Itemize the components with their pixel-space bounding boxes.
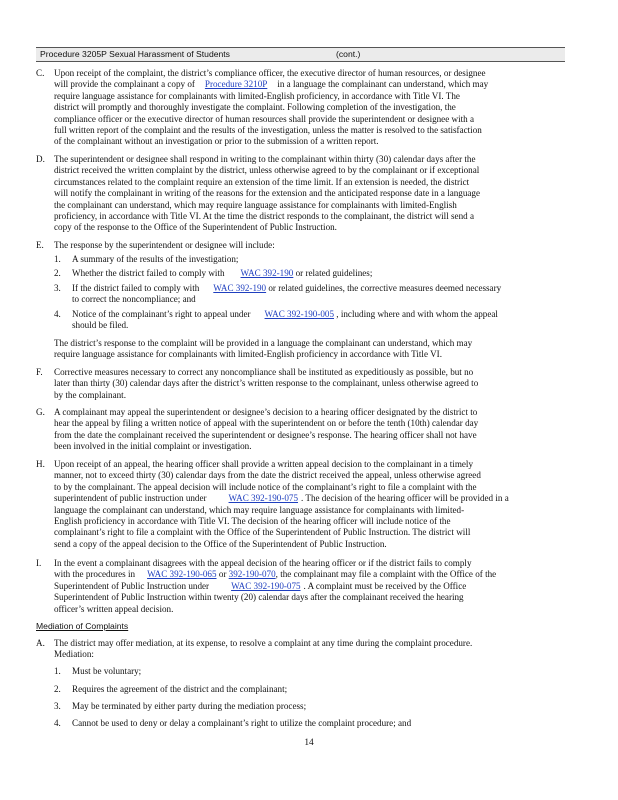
wac-392-190-065-link[interactable]: WAC 392-190-065 [147,569,217,580]
mediation-heading: Mediation of Complaints [36,621,129,631]
wac-392-190-005-link[interactable]: WAC 392-190-005 [264,309,335,319]
section-label: G. [36,407,45,417]
text-line: district will promptly and thoroughly investigate the complaint. Following completion of the investigation, the [54,102,456,113]
section-label: A. [36,638,45,648]
wac-392-190-075-link[interactable]: WAC 392-190-075 [228,493,299,504]
page-number: 14 [304,738,314,748]
text-line: full written report of the complaint and the results of the investigation, unless the matter is resolved to the satisfaction [54,125,482,136]
wac-392-190-link[interactable]: WAC 392-190 [213,283,267,293]
wac-392-190-link[interactable]: WAC 392-190 [240,268,294,278]
text-line: will provide the complainant a copy of Procedure 3210P in a language the complainant can understand, which may [54,79,489,90]
text-line: compliance officer or the executive director of human resources shall provide the superintendent or designee with a [54,113,475,124]
text-line: Upon receipt of the complaint, the district’s compliance officer, the executive director of human resources, or designee [54,68,486,78]
text-line: of the complainant without an investigation or prior to the submission of a written report. [54,136,379,147]
text-line: district received the written complaint by the district, unless otherwise agreed to by the complainant or if exceptional [54,165,480,176]
section-label: E. [36,240,44,250]
section-label: I. [36,558,42,568]
section-label: D. [36,154,45,164]
wac-392-190-070-link[interactable]: 392-190-070 [228,569,276,580]
text-line: circumstances related to the complaint require an extension of the time limit. If an extension is needed, the district [54,176,470,187]
text-line: copy of the response to the Office of the Superintendent of Public Instruction. [54,222,337,233]
section-label: C. [36,68,45,78]
text-line: The response by the superintendent or designee will include: [54,240,275,250]
continued-label: (cont.) [336,49,361,59]
section-label: H. [36,459,45,469]
document-page: Procedure 3205P Sexual Harassment of Students (cont.) C. Upon receipt of the complaint, the district’s compliance officer, the executive director of human resources, or designee will provide the complainant a copy of Procedure 3210P in a language the complainant can understand, which may require language assistance for complainants with limited-English proficiency, in accordance with Title VI. The district will promptly and thoroughly investigate the complaint. Following completion of the investigation, the compliance officer or the executive director of human resources shall provide the superintendent or designee with a full written report of the complaint and the results of the investigation, unless the matter is resolved to the satisfaction of the complainant without an investigation or prior to the submission of a written report. D. The superintendent or designee shall respond in writing to the complainant within thirty (30) calendar days after the district received the written complaint by the district, unless otherwise agreed to by the complainant or if exceptional circumstances related to the complaint require an extension of the time limit. If an extension is needed, the district will notify the complainant in writing of the reasons for the extension and the anticipated response date in a language the complainant can understand, which may require language assistance for complainants with limited-English proficiency, in accordance with Title VI. At the time the district responds to the complainant, the district will send a copy of the response to the Office of the Superintendent of Public Instruction. E. The response by the superintendent or designee will include: 1. A summary of the results of the investigation; 2. Whether the district failed to comply with WAC 392-190 or related guidelines; 3. If the district failed to comply with WAC 392-190 or related guidelines, the corrective measures deemed necessary to correct the noncompliance; and 4. Notice of the complainant’s right to appeal under WAC 392-190-005 , including where and with whom the appeal should be filed. The district’s response to the complaint will be provided in a language the complainant can understand, which may require language assistance for complainants with limited-English proficiency in accordance with Title VI. F. Corrective measures necessary to correct any noncompliance shall be instituted as expeditiously as possible, but no later than thirty (30) calendar days after the district’s written response to the complainant, unless otherwise agreed to by the complainant. G. A complainant may appeal the superintendent or designee’s decision to a hearing officer designated by the district to hear the appeal by filing a written notice of appeal with the superintendent on or before the tenth (10th) calendar day from the date the complainant received the superintendent or designee’s response. The hearing officer shall not have been involved in the initial complaint or investigation. H. Upon receipt of an appeal, the hearing officer shall provide a written appeal decision to the complainant in a timely manner, not to exceed thirty (30) calendar days from the date the district received the appeal, unless otherwise agreed to by the complainant. The appeal decision will include notice of the complainant’s right to file a complaint with the superintendent of public instruction under WAC 392-190-075 . The decision of the hearing officer will be provided in a language the complainant can understand, which may require language assistance for complainants with limited- English proficiency in accordance with Title VI. The decision of the hearing officer will include notice of the complainant’s right to file a complaint with the Office of the Superintendent of Public Instruction. The district will send a copy of the appeal decision to the Office of the Superintendent of Public Instruction. I. In the event a complainant disagrees with the appeal decision of the hearing officer or if the district fails to comply with the procedures in WAC 392-190-065 or 392-190-070, the complainant may file a complaint with the Office of the Superintendent of Public Instruction under WAC 392-190-075 . A complaint must be received by the Office Superintendent of Public Instruction within twenty (20) calendar days after the complainant received the hearing officer’s written appeal decision. Mediation of Complaints A. The district may offer mediation, at its expense, to resolve a complaint at any time during the complaint procedure. Mediation: 1. Must be voluntary; 2. Requires the agreement of the district and the complainant; 3. May be terminated by either party during the mediation process; 4. Cannot be used to deny or delay a complainant’s right to utilize the complaint procedure; and 14 [0,0,618,800]
text-line: The superintendent or designee shall respond in writing to the complainant within thirty (30) calendar days after the [54,154,476,164]
wac-392-190-075-link[interactable]: WAC 392-190-075 [231,580,301,591]
text-line: proficiency, in accordance with Title VI. At the time the district responds to the complainant, the district will send a [54,211,474,222]
response-paragraph: The district’s response to the complaint will be provided in a language the complainant can understand, which may require language assistance for complainants with limited-English proficiency in accordance with Title VI. [54,338,473,360]
text-line: require language assistance for complainants with limited-English proficiency, in accordance with Title VI. The [54,90,460,101]
page-header-bar [36,47,565,62]
procedure-title: Procedure 3205P Sexual Harassment of Students [40,49,230,59]
text-line: will notify the complainant in writing of the reasons for the extension and the anticipated response date in a language [54,188,481,199]
procedure-3210p-link[interactable]: Procedure 3210P [204,79,268,90]
text-line: the complainant can understand, which may require language assistance for complainants with limited-English [54,199,457,210]
section-label: F. [36,367,43,377]
